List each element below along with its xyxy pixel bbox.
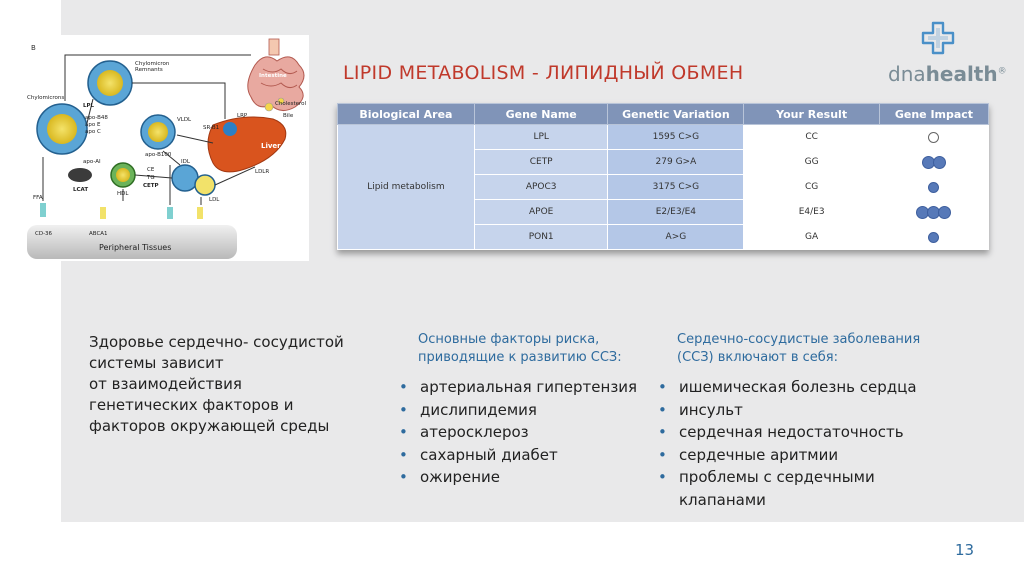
variation-cell: 279 G>A (608, 150, 744, 175)
lipid-metabolism-diagram (25, 35, 309, 261)
label-chylomicrons: Chylomicrons (27, 95, 65, 101)
list-item: • ишемическая болезнь сердца (658, 376, 928, 399)
label-ffa: FFA (33, 195, 43, 201)
list-item: • сахарный диабет (399, 444, 669, 467)
label-liver: Liver (261, 142, 281, 150)
intro-text (89, 332, 389, 437)
variation-cell: 1595 C>G (608, 125, 744, 150)
result-cell: E4/E3 (744, 200, 880, 225)
label-peripheral-tissues: Peripheral Tissues (99, 243, 172, 252)
impact-cell (879, 150, 988, 175)
label-ldl: LDL (209, 197, 220, 203)
diagram-labels (25, 35, 309, 261)
list-item: • дислипидемия (399, 399, 669, 422)
header-biological-area: Biological Area (338, 104, 475, 125)
intro-line: генетических факторов и (89, 396, 294, 414)
slide-title: LIPID METABOLISM - ЛИПИДНЫЙ ОБМЕН (343, 62, 744, 84)
header-gene-impact: Gene Impact (879, 104, 988, 125)
dnahealth-logo (888, 20, 1007, 90)
header-gene-name: Gene Name (474, 104, 608, 125)
label-hdl: HDL (117, 191, 129, 197)
gene-results-table (337, 103, 989, 250)
impact-cell (879, 225, 988, 250)
impact-dot-icon (928, 182, 939, 193)
label-apo-ai: apo-AI (83, 159, 101, 165)
label-bile: Bile (283, 113, 294, 119)
label-lcat: LCAT (73, 187, 89, 193)
label-chylomicron-remnants: Chylomicron Remnants (135, 61, 170, 73)
risk-factors-heading: Основные факторы риска, приводящие к развитию ССЗ: (418, 332, 622, 365)
impact-cell (879, 175, 988, 200)
label-cd36: CD-36 (35, 231, 53, 237)
risk-factors-list (399, 376, 669, 489)
impact-cell (879, 125, 988, 150)
impact-dot-icon (933, 156, 946, 169)
label-lpl-top: LPL (83, 103, 95, 109)
page-number: 13 (955, 541, 975, 559)
label-cetp: CETP (143, 183, 159, 189)
diseases-heading: Сердечно-сосудистые заболевания (ССЗ) включают в себя: (677, 332, 921, 365)
intro-line: Здоровье сердечно- сосудистой (89, 333, 344, 351)
result-cell: GA (744, 225, 880, 250)
header-genetic-variation: Genetic Variation (608, 104, 744, 125)
label-tg: TG (147, 175, 155, 181)
impact-dot-icon (928, 232, 939, 243)
label-cholesterol: Cholesterol (275, 101, 307, 107)
variation-cell: A>G (608, 225, 744, 250)
intro-line: факторов окружающей среды (89, 417, 330, 435)
label-apo-c: apo C (85, 129, 101, 135)
gene-name-cell: CETP (474, 150, 608, 175)
label-idl: IDL (181, 159, 190, 165)
label-ldlr: LDLR (255, 169, 270, 175)
biological-area-cell: Lipid metabolism (338, 125, 475, 250)
label-apo-e: apo E (85, 122, 101, 128)
gene-name-cell: PON1 (474, 225, 608, 250)
list-item: • атеросклероз (399, 421, 669, 444)
label-lrp: LRP (237, 113, 248, 119)
list-item: • сердечные аритмии (658, 444, 928, 467)
result-cell: CG (744, 175, 880, 200)
intro-line: от взаимодействия (89, 375, 242, 393)
variation-cell: 3175 C>G (608, 175, 744, 200)
variation-cell: E2/E3/E4 (608, 200, 744, 225)
panel-label: B (31, 44, 36, 52)
list-item: • сердечная недостаточность (658, 421, 928, 444)
label-apo-b100: apo-B100 (145, 152, 172, 158)
gene-name-cell: APOE (474, 200, 608, 225)
impact-dot-icon (938, 206, 951, 219)
logo-text: dnahealth® (888, 62, 1007, 86)
impact-dot-empty-icon (928, 132, 939, 143)
label-sr-b1: SR-B1 (203, 125, 220, 131)
logo-cross-icon (920, 20, 956, 56)
diseases-list (658, 376, 928, 511)
label-abca1: ABCA1 (89, 231, 108, 237)
label-ce: CE (147, 167, 155, 173)
header-your-result: Your Result (744, 104, 880, 125)
table-header-row (338, 104, 989, 125)
impact-cell (879, 200, 988, 225)
label-apo-b48: apo-B48 (85, 115, 108, 121)
gene-name-cell: APOC3 (474, 175, 608, 200)
list-item: • инсульт (658, 399, 928, 422)
result-cell: CC (744, 125, 880, 150)
label-vldl: VLDL (177, 117, 192, 123)
list-item: • ожирение (399, 466, 669, 489)
list-item: • артериальная гипертензия (399, 376, 669, 399)
gene-name-cell: LPL (474, 125, 608, 150)
intro-line: системы зависит (89, 354, 224, 372)
list-item: • проблемы с сердечными клапанами (658, 466, 928, 511)
result-cell: GG (744, 150, 880, 175)
label-intestine: Intestine (259, 73, 287, 79)
table-row (338, 125, 989, 150)
